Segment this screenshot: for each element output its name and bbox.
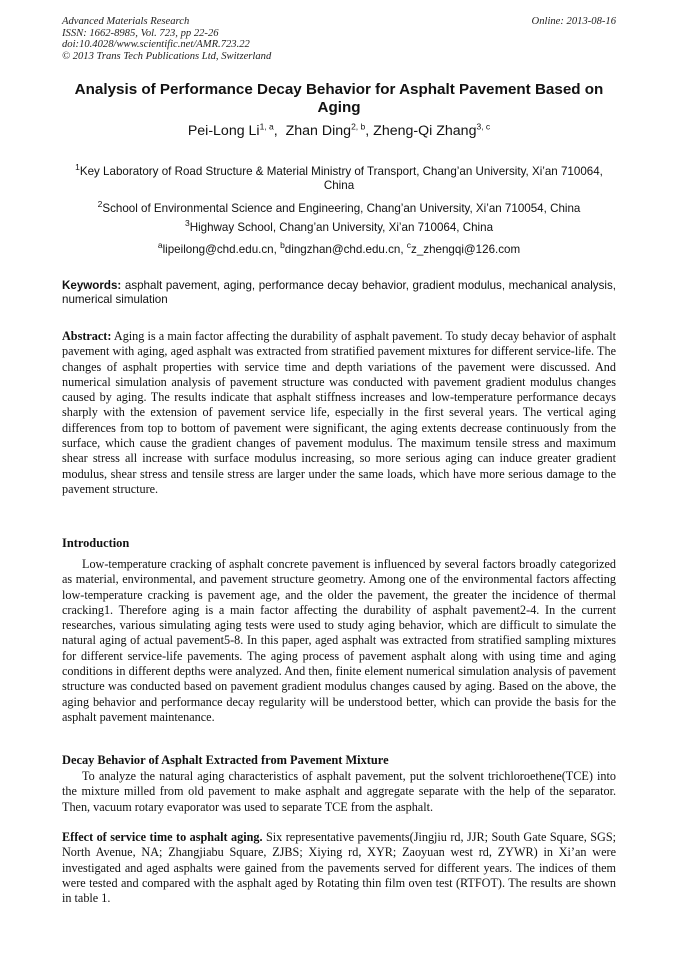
keywords bbox=[62, 279, 616, 306]
affiliation-2: $^2$School of Environmental Science and Engineering, Chang’an University, Xi’an 710054, China bbox=[97, 199, 581, 215]
affiliation-3: $^3$Highway School, Chang’an University, Xi’an 710064, China bbox=[184, 218, 494, 234]
keywords-label: Keywords: bbox=[62, 279, 122, 292]
service-time-label: Effect of service time to asphalt aging. bbox=[62, 830, 263, 844]
email-link[interactable]: z_zhengqi@126.com bbox=[411, 243, 521, 256]
journal-name: Advanced Materials Research bbox=[62, 16, 190, 27]
doi-line[interactable]: doi:10.4028/www.scientific.net/AMR.723.22 bbox=[62, 39, 250, 51]
author-name: Pei-Long Li bbox=[187, 123, 260, 139]
email-link[interactable]: lipeilong@chd.edu.cn, bbox=[162, 243, 281, 256]
section-heading-decay: Decay Behavior of Asphalt Extracted from Pavement Mixture bbox=[62, 753, 389, 767]
author-affil-mark: 1, a bbox=[259, 121, 274, 132]
paper-title: Analysis of Performance Decay Behavior for Asphalt Pavement Based on Aging bbox=[74, 81, 604, 116]
author-affil-mark: 3, c bbox=[476, 121, 491, 132]
service-time-text: Six representative pavements(Jingjiu rd, JJR; South Gate Square, SGS; North Avenue, NA; Zhangjiabu Square, ZJBS; Xiying rd, XYR; Zaoyuan west rd, ZYWR) in Xi’an were investigated and aged asphalts were gained from the pavements served for different years. The indices of them were tested and compared with the asphalt aged by Rotating thin film oven test (RTFOT). The results are shown in table 1. bbox=[62, 830, 616, 906]
copyright-line: © 2013 Trans Tech Publications Ltd, Switzerland bbox=[62, 50, 272, 62]
abstract bbox=[62, 329, 616, 497]
author-list: Pei-Long Li$^{1, a}$, Zhan Ding$^{2, b}$, Zheng-Qi Zhang$^{3, c}$ bbox=[187, 121, 491, 139]
abstract-label: Abstract: bbox=[62, 329, 112, 343]
online-date: Online: 2013-08-16 bbox=[531, 16, 616, 27]
journal-header bbox=[62, 16, 271, 62]
abstract-text: Aging is a main factor affecting the durability of asphalt pavement. To study decay behavior of asphalt pavement with aging, aged asphalt was extracted from stratified pavement mixtures for different service-life. The changes of asphalt properties with service time and depth variations of the pavement were discussed. And numerical simulation analysis of pavement structure was conducted with pavement gradient modulus changes caused by aging. The results indicate that asphalt stiffness increases and low-temperature performance decays sharply with the extension of pavement service life, especially in the first several years. The vertical aging differences from top to bottom of pavement were significant, the aging extents decrease continuously from the surface, which cause the gradient changes of pavement modulus. The maximum tensile stress and maximum shear stress all increase with surface modulus increasing, so more serious aging can induce greater gradient modulus, shear stress and tensile stress are larger under the same loads, which have more serious damage to the pavement structure. bbox=[62, 329, 616, 496]
introduction-text: Low-temperature cracking of asphalt concrete pavement is influenced by several factors broadly categorized as material, environmental, and pavement structure geometry. Among one of the environmental factors affecting low-temperature cracking is pavement age, and the older the pavement, the greater the incidence of thermal cracking1. Therefore aging is a main factor affecting the durability of asphalt pavement2-4. In the current researches, various simulating aging tests were used to study aging behavior, which are difficult to simulate the natural aging of actual pavement5-8. In this paper, aged asphalt was extracted from stratified sampling mixtures for different service-life pavements. The aging process of pavement asphalt along with using time and aging conditions in different depths were analyzed. And then, finite element numerical simulation analysis of pavement structure was conducted based on pavement gradient modulus changes caused by aging. Based on the above, the aging behavior and performance decay regularity will be understood better, which can provide the basis for the asphalt pavement maintenance. bbox=[62, 557, 616, 724]
affiliation-1: $^1$Key Laboratory of Road Structure & Material Ministry of Transport, Chang’an University, Xi’an 710064, China bbox=[75, 162, 603, 192]
issn-line: ISSN: 1662-8985, Vol. 723, pp 22-26 bbox=[62, 27, 219, 39]
author-affil-mark: 2, b bbox=[351, 121, 366, 132]
author-name: Zheng-Qi Zhang bbox=[373, 123, 477, 139]
email-list: $^a$lipeilong@chd.edu.cn, $^b$dingzhan@chd.edu.cn, $^c$z_zhengqi@126.com bbox=[157, 240, 521, 256]
email-link[interactable]: dingzhan@chd.edu.cn, bbox=[284, 243, 407, 256]
service-time-paragraph bbox=[62, 830, 616, 906]
keywords-text: asphalt pavement, aging, performance decay behavior, gradient modulus, mechanical analysis, numerical simulation bbox=[62, 279, 616, 306]
decay-text: To analyze the natural aging characteristics of asphalt pavement, put the solvent trichloroethene(TCE) into the mixture milled from old pavement to make asphalt and aggregate separate with the help of the separator. Then, vacuum rotary evaporator was used to separate TCE from the asphalt. bbox=[62, 769, 616, 814]
author-name: Zhan Ding bbox=[285, 123, 352, 139]
section-heading-introduction: Introduction bbox=[62, 536, 130, 550]
